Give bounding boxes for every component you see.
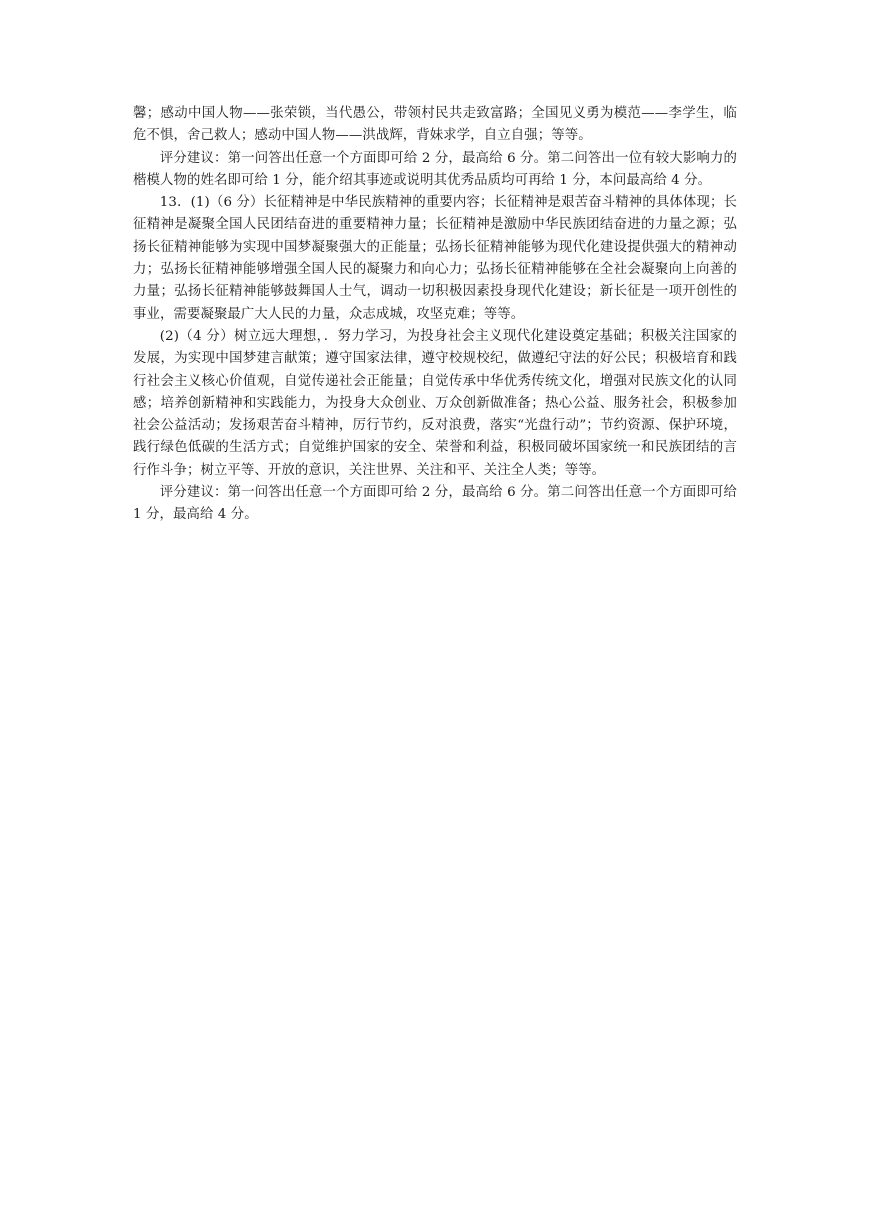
paragraph-scoring-suggestion-13: 评分建议：第一问答出任意一个方面即可给 2 分，最高给 6 分。第二问答出任意一个方面即可给 1 分，最高给 4 分。: [133, 485, 737, 523]
answer-text-body: [133, 103, 737, 527]
paragraph-question-13-part-2: (2)（4 分）树立远大理想，．努力学习，为投身社会主义现代化建设奠定基础；积极关注国家的发展，为实现中国梦建言献策；遵守国家法律，遵守校规校纪，做遵纪守法的好公民；积极培育和践行社会主义核心价值观，自觉传递社会正能量；自觉传承中华优秀传统文化，增强对民族文化的认同感；培养创新精神和实践能力，为投身大众创业、万众创新做准备；热心公益、服务社会，积极参加社会公益活动；发扬艰苦奋斗精神，厉行节约，反对浪费，落实“光盘行动”；节约资源、保护环境，践行绿色低碳的生活方式；自觉维护国家的安全、荣誉和利益，积极同破坏国家统一和民族团结的言行作斗争；树立平等、开放的意识，关注世界、关注和平、关注全人类；等等。: [133, 328, 737, 478]
paragraph-continuation-exemplars: 馨；感动中国人物——张荣锁，当代愚公，带领村民共走致富路；全国见义勇为模范——李学生，临危不惧，舍己救人；感动中国人物——洪战辉，背妹求学，自立自强；等等。: [133, 106, 737, 144]
paragraph-question-13-part-1: 13．(1)（6 分）长征精神是中华民族精神的重要内容；长征精神是艰苦奋斗精神的具体体现；长征精神是凝聚全国人民团结奋进的重要精神力量；长征精神是激励中华民族团结奋进的力量之源；弘扬长征精神能够为实现中国梦凝聚强大的正能量；弘扬长征精神能够为现代化建设提供强大的精神动力；弘扬长征精神能够增强全国人民的凝聚力和向心力；弘扬长征精神能够在全社会凝聚向上向善的力量；弘扬长征精神能够鼓舞国人士气，调动一切积极因素投身现代化建设；新长征是一项开创性的事业，需要凝聚最广大人民的力量，众志成城，攻坚克难；等等。: [133, 195, 737, 322]
paragraph-scoring-suggestion-12: 评分建议：第一问答出任意一个方面即可给 2 分，最高给 6 分。第二问答出一位有较大影响力的楷模人物的姓名即可给 1 分，能介绍其事迹或说明其优秀品质均可再给 1 分，本问最高给 4 分。: [133, 150, 737, 188]
